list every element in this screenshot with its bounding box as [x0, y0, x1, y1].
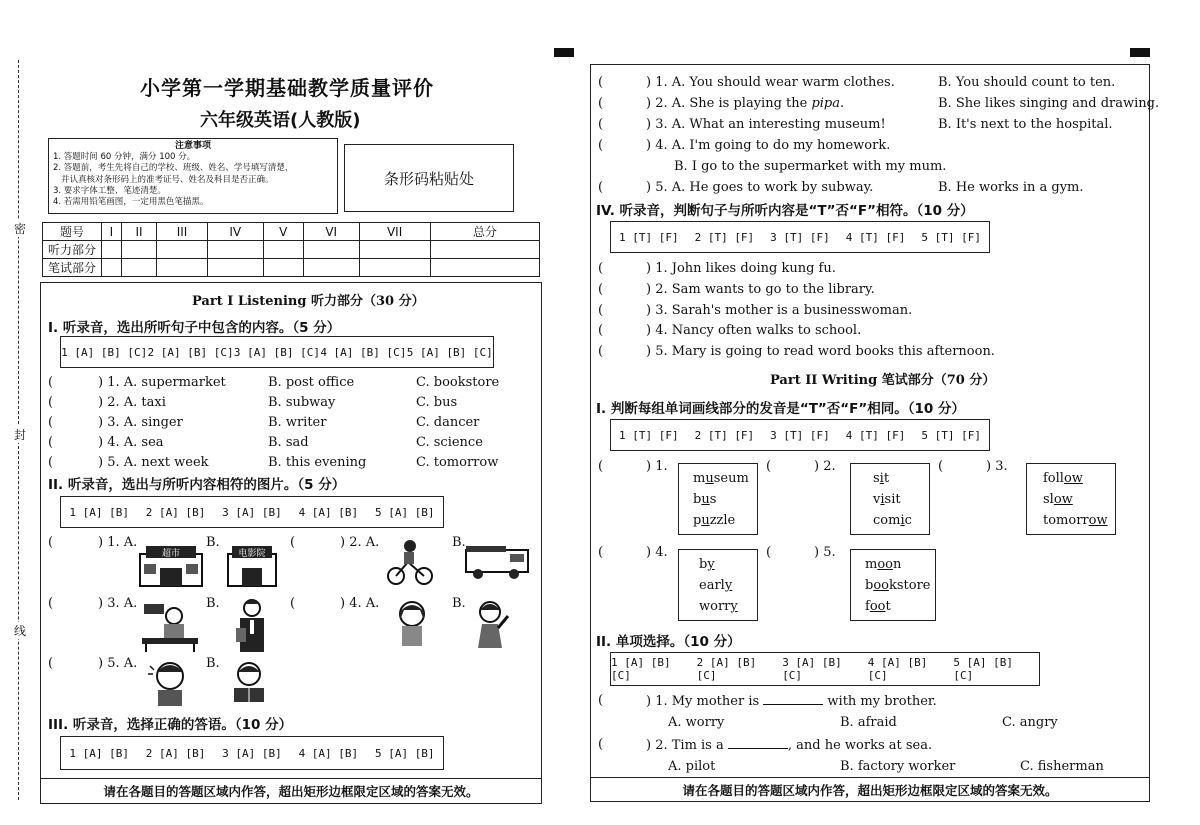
girl-waving-icon: [472, 598, 512, 652]
sec2-item-b: B.: [206, 535, 220, 550]
answer-choice[interactable]: 1 [T] [F]: [618, 428, 679, 442]
barcode-label: 条形码粘贴处: [383, 169, 474, 188]
score-header-cell: 题号: [43, 223, 102, 241]
paren-open: (: [48, 535, 54, 550]
underlined-letters: i: [900, 513, 905, 528]
w2-answer-row: [610, 652, 1040, 686]
notice-line: 1. 答题时间 60 分钟，满分 100 分。: [53, 152, 196, 163]
sec3-item-a-text: ) 2. A. She is playing the: [646, 96, 812, 111]
sec1-item-c: C. bus: [416, 395, 458, 410]
underlined-letters: ow: [1063, 471, 1083, 486]
word-group-box: [678, 549, 758, 621]
sec3-item-a: ) 5. A. He goes to work by subway.: [646, 180, 874, 195]
paren-open: (: [290, 596, 296, 611]
sec2-item-a: ) 1. A.: [98, 535, 138, 550]
word: [1043, 468, 1115, 489]
w2-heading: II. 单项选择。（10 分）: [596, 634, 741, 650]
w2-option-a: A. pilot: [668, 759, 716, 774]
paren-open: (: [290, 535, 296, 550]
w1-group-num: ) 4.: [646, 545, 668, 560]
answer-choice[interactable]: 2 [A] [B]: [145, 746, 206, 760]
registration-mark: [1130, 48, 1150, 57]
word-part: seum: [713, 471, 749, 486]
sec1-item-b: B. this evening: [268, 455, 367, 470]
word-part: c: [904, 513, 912, 528]
word: [865, 596, 935, 617]
notice-line: 3. 要求字体工整、笔迹清楚。: [53, 185, 166, 196]
word: [699, 575, 757, 596]
sec1-item-c: C. tomorrow: [416, 455, 499, 470]
word-part: earl: [699, 578, 725, 593]
answer-choice[interactable]: 5 [T] [F]: [921, 230, 981, 244]
sec3-heading: III. 听录音，选择正确的答语。（10 分）: [48, 717, 293, 733]
word-part: f: [865, 599, 870, 614]
word-part: b: [865, 578, 874, 593]
shop-sign: 超市: [161, 549, 181, 559]
score-cell[interactable]: [359, 241, 430, 259]
sec4-item: ) 5. Mary is going to read word books this afternoon.: [646, 344, 995, 359]
word-part: p: [693, 513, 702, 528]
side-char-feng: 封: [14, 428, 27, 442]
answer-choice[interactable]: 4 [A] [B]: [298, 505, 359, 519]
word: [699, 554, 757, 575]
fill-blank[interactable]: [728, 737, 788, 749]
man-with-book-icon: [232, 598, 274, 656]
word-group-box: [850, 549, 936, 621]
sec1-item-b: B. post office: [268, 375, 355, 390]
answer-choice[interactable]: 5 [T] [F]: [921, 428, 981, 442]
paren-open: (: [598, 323, 604, 338]
sec3-item-a: ) 1. A. You should wear warm clothes.: [646, 75, 895, 90]
answer-choice[interactable]: 2 [A] [B]: [145, 505, 206, 519]
notice-line: 2. 答题前，考生先将自己的学校、班级、姓名、学号填写清楚，: [53, 163, 294, 174]
notice-line: 并认真核对条形码上的准考证号、姓名及科目是否正确。: [61, 174, 274, 185]
word: [873, 510, 929, 531]
sec1-item-b: B. writer: [268, 415, 327, 430]
word: [699, 596, 757, 617]
w2-question-post: with my brother.: [823, 694, 937, 709]
sec1-item-c: C. science: [416, 435, 483, 450]
sec3-item-b: B. He works in a gym.: [938, 180, 1084, 195]
sec1-item-a: ) 5. A. next week: [98, 455, 209, 470]
answer-choice[interactable]: 3 [A] [B] [C]: [233, 345, 321, 359]
sec3-item-b: B. You should count to ten.: [938, 75, 1116, 90]
paren-open: (: [48, 455, 54, 470]
underlined-letters: y: [707, 557, 715, 572]
shop-building-icon: [136, 540, 206, 588]
paren-open: (: [598, 737, 604, 752]
answer-choice[interactable]: 2 [T] [F]: [694, 230, 755, 244]
w2-option-b: B. afraid: [840, 715, 897, 730]
score-header-cell: VI: [303, 223, 359, 241]
word-part: t: [883, 471, 890, 486]
answer-choice[interactable]: 3 [A] [B]: [222, 505, 282, 519]
answer-choice[interactable]: 5 [A] [B] [C]: [406, 345, 493, 359]
sec2-item-a: ) 2. A.: [340, 535, 380, 550]
exam-title: 小学第一学期基础教学质量评价: [140, 76, 434, 100]
paren-open: (: [48, 415, 54, 430]
score-cell[interactable]: [157, 259, 208, 277]
answer-choice[interactable]: 1 [A] [B] [C]: [611, 656, 671, 682]
answer-choice[interactable]: 4 [T] [F]: [845, 428, 906, 442]
score-cell[interactable]: [430, 259, 539, 277]
score-cell[interactable]: [121, 259, 156, 277]
sec3-item-a-end: .: [840, 96, 845, 111]
paren-open: (: [598, 75, 604, 90]
score-header-cell: III: [157, 223, 208, 241]
word-part: foll: [1043, 471, 1064, 486]
barcode-area: [344, 144, 514, 212]
answer-choice[interactable]: 5 [A] [B]: [374, 505, 435, 519]
sec4-item: ) 1. John likes doing kung fu.: [646, 261, 836, 276]
word: [1043, 510, 1115, 531]
sec3-item-a-italic: pipa: [811, 96, 841, 111]
sec3-answer-row: [60, 736, 444, 770]
score-cell[interactable]: [157, 241, 208, 259]
word-part: n: [892, 557, 902, 572]
cinema-sign: 电影院: [238, 549, 266, 559]
word-part: sl: [1043, 492, 1054, 507]
sec4-item: ) 3. Sarah's mother is a businesswoman.: [646, 303, 913, 318]
paren-open: (: [48, 435, 54, 450]
sec2-item-b: B.: [452, 535, 466, 550]
paren-open: (: [598, 693, 604, 708]
fill-blank[interactable]: [763, 693, 823, 705]
paren-open: (: [938, 459, 944, 474]
paren-open: (: [48, 656, 54, 671]
underlined-letters: u: [701, 513, 710, 528]
word-part: kstore: [888, 578, 931, 593]
score-row-label: 听力部分: [43, 241, 102, 259]
answer-choice[interactable]: 3 [A] [B] [C]: [782, 656, 842, 682]
sec4-answer-row: [610, 221, 990, 253]
boy-talking-icon: [146, 658, 192, 708]
sec1-item-a: ) 2. A. taxi: [98, 395, 166, 410]
word-part: b: [693, 492, 702, 507]
score-cell[interactable]: [263, 241, 303, 259]
answer-choice[interactable]: 3 [T] [F]: [770, 230, 830, 244]
word-group-box: [678, 463, 758, 535]
left-footer-divider: [40, 778, 542, 779]
sec4-item: ) 2. Sam wants to go to the library.: [646, 282, 875, 297]
answer-choice[interactable]: 4 [T] [F]: [845, 230, 906, 244]
underlined-letters: oo: [873, 578, 889, 593]
word-part: s: [873, 471, 880, 486]
answer-choice[interactable]: 2 [A] [B] [C]: [696, 656, 757, 682]
word-part: s: [709, 492, 717, 507]
sec2-item-a: ) 4. A.: [340, 596, 380, 611]
score-row-label: 笔试部分: [43, 259, 102, 277]
underlined-letters: oo: [877, 557, 893, 572]
word: [693, 468, 757, 489]
word-part: com: [873, 513, 901, 528]
score-table: [42, 222, 540, 277]
boy-cycling-icon: [386, 538, 434, 586]
score-header-cell: VII: [359, 223, 430, 241]
paren-open: (: [48, 596, 54, 611]
score-row-listening: [43, 241, 540, 259]
word-part: v: [873, 492, 881, 507]
score-cell[interactable]: [207, 241, 263, 259]
score-header-cell: IV: [207, 223, 263, 241]
boy-reading-icon: [230, 660, 268, 708]
score-header-cell: II: [121, 223, 156, 241]
paren-open: (: [598, 545, 604, 560]
score-header-cell: 总分: [430, 223, 539, 241]
side-char-mi: 密: [14, 222, 27, 236]
part1-heading: Part I Listening 听力部分（30 分）: [192, 294, 425, 309]
sec2-heading: II. 听录音，选出与所听内容相符的图片。（5 分）: [48, 477, 346, 493]
sec1-item-b: B. subway: [268, 395, 336, 410]
sec1-item-c: C. dancer: [416, 415, 480, 430]
sec1-item-a: ) 3. A. singer: [98, 415, 183, 430]
paren-open: (: [598, 303, 604, 318]
sec3-item-b: B. She likes singing and drawing.: [938, 96, 1160, 111]
w1-group-num: ) 3.: [986, 459, 1008, 474]
score-header-cell: I: [102, 223, 122, 241]
word-part: worr: [699, 599, 731, 614]
score-cell[interactable]: [207, 259, 263, 277]
answer-choice[interactable]: 4 [A] [B] [C]: [867, 656, 928, 682]
score-cell[interactable]: [303, 241, 359, 259]
right-footer-note: 请在各题目的答题区域内作答，超出矩形边框限定区域的答案无效。: [682, 783, 1058, 798]
paren-open: (: [598, 261, 604, 276]
word-part: m: [865, 557, 878, 572]
paren-open: (: [598, 282, 604, 297]
underlined-letters: i: [880, 492, 885, 507]
w2-option-a: A. worry: [668, 715, 725, 730]
sec1-item-b: B. sad: [268, 435, 309, 450]
score-cell[interactable]: [303, 259, 359, 277]
paren-open: (: [598, 117, 604, 132]
word: [873, 468, 929, 489]
answer-choice[interactable]: 2 [T] [F]: [694, 428, 755, 442]
underlined-letters: oo: [869, 599, 886, 614]
sec4-heading: IV. 听录音，判断句子与所听内容是“T”否“F”相符。（10 分）: [596, 203, 974, 219]
sec3-item-b: B. I go to the supermarket with my mum.: [674, 159, 947, 174]
underlined-letters: y: [724, 578, 733, 593]
score-row-writing: [43, 259, 540, 277]
sec3-item-a: [646, 96, 844, 111]
word: [693, 510, 757, 531]
word-group-box: [1026, 463, 1116, 535]
score-cell[interactable]: [430, 241, 539, 259]
sec3-item-b: B. It's next to the hospital.: [938, 117, 1113, 132]
w1-group-num: ) 1.: [646, 459, 668, 474]
underlined-letters: ow: [1088, 513, 1108, 528]
paren-open: (: [766, 545, 772, 560]
sec2-answer-row: [60, 496, 444, 528]
answer-choice[interactable]: 1 [T] [F]: [618, 230, 679, 244]
w1-group-num: ) 5.: [814, 545, 836, 560]
paren-open: (: [598, 138, 604, 153]
notice-heading: 注意事项: [174, 141, 211, 151]
paren-open: (: [598, 459, 604, 474]
word-part: tomorr: [1043, 513, 1089, 528]
word: [1043, 489, 1115, 510]
fire-truck-icon: [464, 542, 530, 580]
sec2-item-b: B.: [452, 596, 466, 611]
sec3-item-a: ) 3. A. What an interesting museum!: [646, 117, 886, 132]
w2-question-post: , and he works at sea.: [787, 738, 933, 753]
answer-choice[interactable]: 4 [A] [B] [C]: [320, 345, 407, 359]
score-cell[interactable]: [359, 259, 430, 277]
left-footer-note: 请在各题目的答题区域内作答，超出矩形边框限定区域的答案无效。: [103, 784, 479, 799]
exam-subtitle: 六年级英语(人教版): [200, 110, 361, 131]
underlined-letters: i: [879, 471, 884, 486]
underlined-letters: y: [730, 599, 738, 614]
underlined-letters: u: [701, 492, 710, 507]
paren-open: (: [598, 344, 604, 359]
word-part: m: [693, 471, 706, 486]
paren-open: (: [48, 375, 54, 390]
word-part: b: [699, 557, 708, 572]
word: [865, 554, 935, 575]
sec1-answer-row: [60, 336, 494, 368]
score-cell[interactable]: [263, 259, 303, 277]
underlined-letters: u: [705, 471, 714, 486]
sec1-item-a: ) 1. A. supermarket: [98, 375, 226, 390]
score-cell[interactable]: [102, 241, 122, 259]
answer-choice[interactable]: 1 [A] [B]: [69, 505, 129, 519]
score-header-cell: V: [263, 223, 303, 241]
word: [873, 489, 929, 510]
paren-open: (: [598, 96, 604, 111]
w2-option-c: C. fisherman: [1020, 759, 1104, 774]
paren-open: (: [766, 459, 772, 474]
paren-open: (: [48, 395, 54, 410]
answer-choice[interactable]: 5 [A] [B]: [374, 746, 435, 760]
paren-open: (: [598, 180, 604, 195]
answer-choice[interactable]: 3 [T] [F]: [770, 428, 830, 442]
word: [693, 489, 757, 510]
right-footer-divider: [590, 777, 1150, 778]
sec2-item-b: B.: [206, 656, 220, 671]
sec2-item-b: B.: [206, 596, 220, 611]
w1-group-num: ) 2.: [814, 459, 836, 474]
answer-choice[interactable]: 4 [A] [B]: [298, 746, 359, 760]
answer-choice[interactable]: 1 [A] [B] [C]: [61, 345, 148, 359]
score-table-header: [43, 223, 540, 241]
w2-question-pre: ) 1. My mother is: [646, 694, 764, 709]
sec2-item-a: ) 5. A.: [98, 656, 138, 671]
part2-heading: Part II Writing 笔试部分（70 分）: [770, 373, 996, 388]
score-cell[interactable]: [121, 241, 156, 259]
cinema-building-icon: [224, 540, 280, 588]
answer-choice[interactable]: 1 [A] [B]: [69, 746, 129, 760]
w2-question: [646, 693, 937, 709]
sec4-item: ) 4. Nancy often walks to school.: [646, 323, 862, 338]
w2-option-c: C. angry: [1002, 715, 1058, 730]
w2-question: [646, 737, 932, 753]
answer-choice[interactable]: 5 [A] [B] [C]: [953, 656, 1013, 682]
girl-portrait-icon: [394, 598, 430, 648]
sec2-item-a: ) 3. A.: [98, 596, 138, 611]
side-char-xian: 线: [14, 624, 27, 638]
w2-question-pre: ) 2. Tim is a: [646, 738, 728, 753]
sec1-item-c: C. bookstore: [416, 375, 500, 390]
sec3-item-a: ) 4. A. I'm going to do my homework.: [646, 138, 891, 153]
w1-heading: I. 判断每组单词画线部分的发音是“T”否“F”相同。（10 分）: [596, 401, 966, 417]
word-part: sit: [884, 492, 901, 507]
registration-mark: [554, 48, 574, 57]
notice-line: 4. 若需用铅笔画图，一定用黑色笔描黑。: [53, 197, 209, 208]
underlined-letters: ow: [1053, 492, 1073, 507]
sec1-heading: I. 听录音，选出所听句子中包含的内容。（5 分）: [48, 320, 341, 336]
word-part: t: [885, 599, 891, 614]
word-part: zzle: [709, 513, 736, 528]
answer-choice[interactable]: 2 [A] [B] [C]: [147, 345, 234, 359]
sec1-item-a: ) 4. A. sea: [98, 435, 164, 450]
notice-box: [48, 138, 338, 214]
answer-choice[interactable]: 3 [A] [B]: [222, 746, 282, 760]
word: [865, 575, 935, 596]
w1-answer-row: [610, 419, 990, 451]
score-cell[interactable]: [102, 259, 122, 277]
w2-option-b: B. factory worker: [840, 759, 956, 774]
word-group-box: [850, 463, 930, 535]
reporter-desk-icon: [138, 598, 202, 654]
